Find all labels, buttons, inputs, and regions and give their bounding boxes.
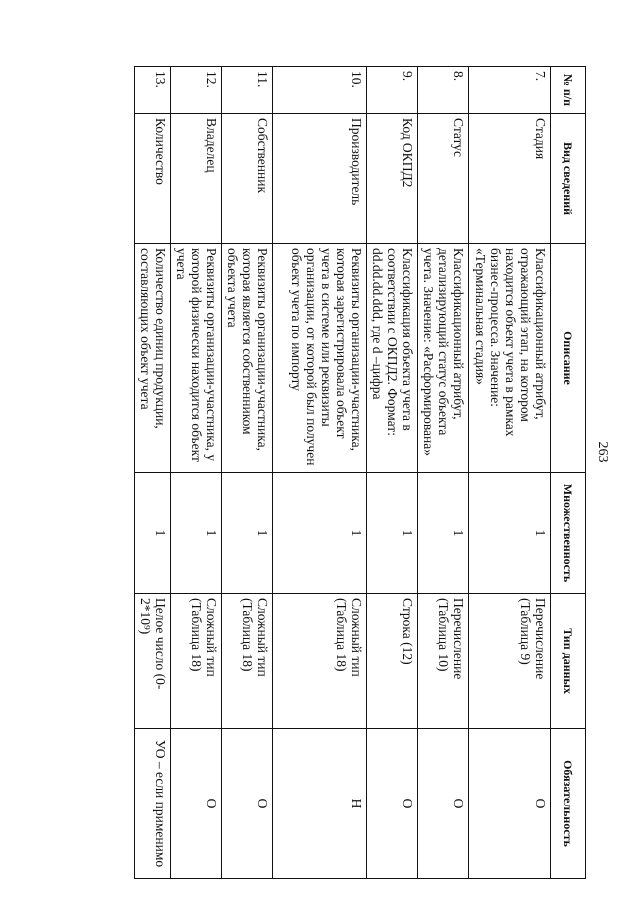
- cell-type: Перечисление (Таблица 10): [418, 594, 469, 729]
- cell-req: О: [222, 729, 273, 879]
- header-type: Тип данных: [551, 594, 586, 729]
- table-row: [418, 67, 469, 879]
- cell-mult: 1: [367, 473, 418, 594]
- cell-mult: 1: [273, 473, 367, 594]
- cell-mult: 1: [171, 473, 222, 594]
- cell-req: О: [469, 729, 551, 879]
- page-number: 263: [595, 441, 610, 463]
- cell-req: О: [367, 729, 418, 879]
- cell-desc: Количество единиц продукции, составляющих объект учета: [135, 244, 171, 473]
- table-row: [222, 67, 273, 879]
- cell-type: Сложный тип (Таблица 18): [273, 594, 367, 729]
- cell-kind: Статус: [418, 114, 469, 244]
- cell-kind: Производитель: [273, 114, 367, 244]
- cell-kind: Количество: [135, 114, 171, 244]
- cell-req: О: [418, 729, 469, 879]
- table-header-row: [551, 67, 586, 879]
- table-row: [135, 67, 171, 879]
- header-req: Обязательность: [551, 729, 586, 879]
- table-row: [469, 67, 551, 879]
- cell-kind: Владелец: [171, 114, 222, 244]
- cell-desc: Классификация объекта учета в соответствии с ОКПД2. Формат: dd.dd.dd.ddd, где d –цифра: [367, 244, 418, 473]
- cell-type: Целое число (0-2*10⁹): [135, 594, 171, 729]
- cell-mult: 1: [469, 473, 551, 594]
- cell-num: 9.: [367, 67, 418, 114]
- cell-desc: Классификационный атрибут, детализирующий статус объекта учета. Значение: «Расформирована»: [418, 244, 469, 473]
- cell-req: Н: [273, 729, 367, 879]
- cell-desc: Классификационный атрибут, отражающий этап, на котором находится объект учета в рамках бизнес-процесса. Значение: «Терминальная стадия»: [469, 244, 551, 473]
- cell-req: О: [171, 729, 222, 879]
- cell-kind: Стадия: [469, 114, 551, 244]
- cell-mult: 1: [222, 473, 273, 594]
- cell-type: Перечисление (Таблица 9): [469, 594, 551, 729]
- table-row: [273, 67, 367, 879]
- cell-num: 8.: [418, 67, 469, 114]
- header-kind: Вид сведений: [551, 114, 586, 244]
- cell-num: 13.: [135, 67, 171, 114]
- header-num: № п/п: [551, 67, 586, 114]
- cell-num: 10.: [273, 67, 367, 114]
- cell-mult: 1: [135, 473, 171, 594]
- cell-num: 11.: [222, 67, 273, 114]
- cell-kind: Собственник: [222, 114, 273, 244]
- cell-req: УО – если применимо: [135, 729, 171, 879]
- cell-num: 12.: [171, 67, 222, 114]
- cell-num: 7.: [469, 67, 551, 114]
- cell-mult: 1: [418, 473, 469, 594]
- cell-desc: Реквизиты организации-участника, которая является собственником объекта учета: [222, 244, 273, 473]
- cell-type: Строка (12): [367, 594, 418, 729]
- header-mult: Множественность: [551, 473, 586, 594]
- header-desc: Описание: [551, 244, 586, 473]
- table-row: [171, 67, 222, 879]
- rotated-table-container: [70, 66, 586, 878]
- table-row: [367, 67, 418, 879]
- data-table: [134, 66, 586, 879]
- cell-desc: Реквизиты организации-участника, которая зарегистрировала объект учета в системе или реквизиты организации, от которой был получен объект учета по импорту: [273, 244, 367, 473]
- cell-type: Сложный тип (Таблица 18): [222, 594, 273, 729]
- cell-kind: Код ОКПД2: [367, 114, 418, 244]
- cell-desc: Реквизиты организации-участника, у которой физически находится объект учета: [171, 244, 222, 473]
- cell-type: Сложный тип (Таблица 18): [171, 594, 222, 729]
